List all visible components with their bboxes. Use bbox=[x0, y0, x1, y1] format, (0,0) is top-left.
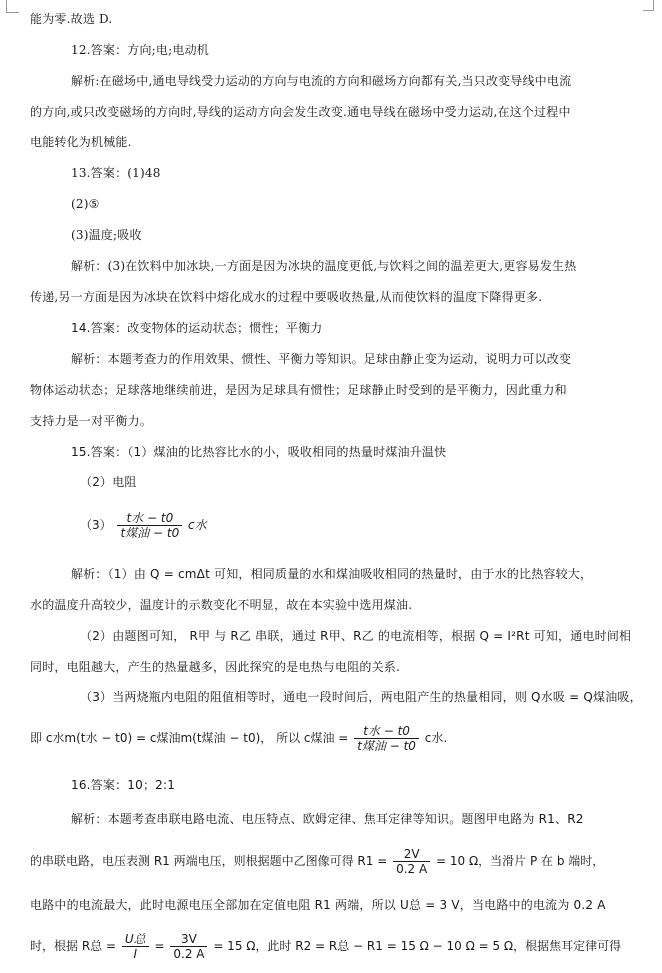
analysis-14: 解析：本题考查力的作用效果、惯性、平衡力等知识。足球由静止变为运动，说明力可以改变 bbox=[71, 352, 572, 366]
answer-15-part3: （3） $\frac{\text{t水 − t0}}{\text{t煤油 − t0}}$ c水 bbox=[80, 511, 207, 540]
fraction-formula: $\frac{\text{t水 − t0}}{\text{t煤油 − t0}}$ bbox=[354, 724, 419, 753]
answer-12: 12.答案：方向;电;电动机 bbox=[71, 43, 209, 57]
text-line: 能为零.故选 D. bbox=[30, 12, 113, 26]
page-corner-mark-right bbox=[643, 0, 654, 11]
text-line: 支持力是一对平衡力。 bbox=[30, 414, 153, 428]
formula-line: 即 c水m(t水 − t0) = c煤油m(t煤油 − t0)， 所以 c煤油 = $\frac{\text{t水 − t0}}{\text{t煤油 − t0}}$ c水. bbox=[30, 724, 448, 753]
text-line: 的方向,或只改变磁场的方向时,导线的运动方向会发生改变.通电导线在磁场中受力运动,在这个过程中 bbox=[30, 105, 571, 119]
fraction-formula: $\frac{\text{U总}}{I}$ bbox=[122, 932, 149, 961]
text-line: 物体运动状态；足球落地继续前进，是因为足球具有惯性；足球静止时受到的是平衡力，因此重力和 bbox=[30, 383, 567, 397]
answer-14: 14.答案：改变物体的运动状态；惯性；平衡力 bbox=[71, 321, 323, 335]
answer-15-part2: （2）电阻 bbox=[80, 475, 137, 489]
answer-13-part2: (2)⑤ bbox=[71, 197, 100, 211]
answer-16: 16.答案：10；2:1 bbox=[71, 778, 176, 792]
analysis-15: 解析：（1）由 Q = cmΔt 可知，相同质量的水和煤油吸收相同的热量时，由于水的比热容较大， bbox=[71, 567, 593, 581]
answer-13: 13.答案：(1)48 bbox=[71, 166, 161, 180]
analysis-15-part3: （3）当两烧瓶内电阻的阻值相等时，通电一段时间后，两电阻产生的热量相同，则 Q水吸 = Q煤油吸， bbox=[80, 690, 642, 704]
text-line: 同时，电阻越大，产生的热量越多，因此探究的是电热与电阻的关系. bbox=[30, 660, 401, 674]
text-line: 传递,另一方面是因为冰块在饮料中熔化成水的过程中要吸收热量,从而使饮料的温度下降得更多. bbox=[30, 290, 543, 304]
analysis-16: 解析：本题考查串联电路电流、电压特点、欧姆定律、焦耳定律等知识。题图甲电路为 R1、R2 bbox=[71, 812, 584, 826]
formula-line: 时，根据 R总 = $\frac{\text{U总}}{I}$ = $\frac{3V}{0.2 A}$ = 15 Ω，此时 R2 = R总 − R1 = 15 Ω − 10 Ω = 5 Ω，根据焦耳定律可得 bbox=[30, 932, 622, 961]
answer-15: 15.答案：（1）煤油的比热容比水的小，吸收相同的热量时煤油升温快 bbox=[71, 445, 447, 459]
analysis-13: 解析：(3)在饮料中加冰块,一方面是因为冰块的温度更低,与饮料之间的温差更大,更容易发生热 bbox=[71, 259, 577, 273]
page-corner-mark-left bbox=[6, 0, 19, 13]
formula-line: 的串联电路，电压表测 R1 两端电压，则根据题中乙图像可得 R1 = $\frac{2V}{0.2 A}$ = 10 Ω，当滑片 P 在 b 端时， bbox=[30, 847, 605, 876]
fraction-formula: $\frac{2V}{0.2 A}$ bbox=[393, 847, 430, 876]
text-line: 电能转化为机械能. bbox=[30, 135, 132, 149]
analysis-12: 解析:在磁场中,通电导线受力运动的方向与电流的方向和磁场方向都有关,当只改变导线中电流 bbox=[71, 74, 572, 88]
text-line: 电路中的电流最大，此时电源电压全部加在定值电阻 R1 两端，所以 U总 = 3 V，当电路中的电流为 0.2 A bbox=[30, 898, 606, 912]
text-line: 水的温度升高较少，温度计的示数变化不明显，故在本实验中选用煤油. bbox=[30, 598, 413, 612]
fraction-formula: $\frac{3V}{0.2 A}$ bbox=[170, 932, 207, 961]
answer-13-part3: (3)温度;吸收 bbox=[71, 228, 142, 242]
fraction-formula: $\frac{\text{t水 − t0}}{\text{t煤油 − t0}}$ bbox=[117, 511, 182, 540]
analysis-15-part2: （2）由题图可知， R甲 与 R乙 串联，通过 R甲、R乙 的电流相等，根据 Q = I²Rt 可知，通电时间相 bbox=[80, 629, 632, 643]
